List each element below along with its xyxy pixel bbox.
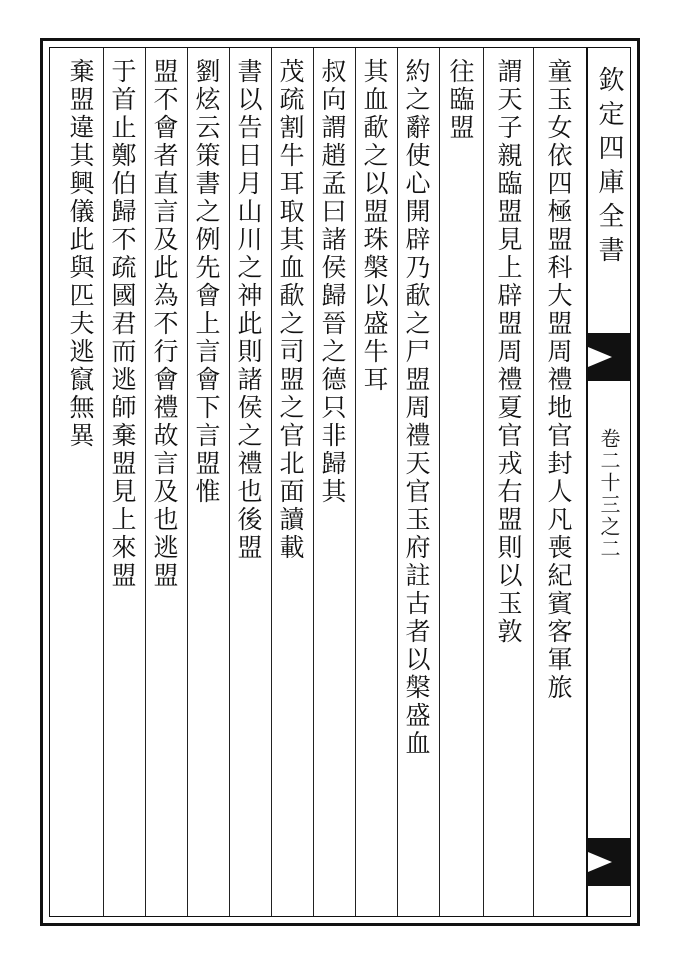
book-title: 欽定四庫全書 — [594, 66, 624, 270]
text-column: 茂疏割牛耳取其血歃之司盟之官北面讀載 — [276, 58, 305, 562]
text-column: 謂天子親臨盟見上辟盟周禮夏官戎右盟則以玉敦 — [494, 58, 523, 646]
text-column: 往臨盟 — [446, 58, 475, 142]
text-column: 叔向謂趙孟曰諸侯歸晉之德只非歸其 — [318, 58, 347, 506]
text-column: 其血歃之以盟珠槃以盛牛耳 — [360, 58, 389, 394]
book-page — [40, 38, 640, 926]
column-rule — [533, 48, 534, 916]
text-column: 盟不會者直言及此為不行會禮故言及也逃盟 — [150, 58, 179, 590]
text-column: 劉炫云策書之例先會上言會下言盟惟 — [192, 58, 221, 506]
page-margin-strip — [586, 48, 630, 916]
text-frame — [49, 47, 631, 917]
text-column: 約之辭使心開辟乃歃之尸盟周禮天官玉府註古者以槃盛血 — [402, 58, 431, 758]
text-column: 書以告日月山川之神此則諸侯之禮也後盟 — [234, 58, 263, 562]
fishtail-ornament-icon — [588, 333, 630, 381]
text-column: 童玉女依四極盟科大盟周禮地官封人凡喪紀賓客軍旅 — [544, 58, 573, 702]
volume-number: 卷二十三之二 — [597, 428, 621, 560]
text-column: 于首止鄭伯歸不疏國君而逃師棄盟見上來盟 — [108, 58, 137, 590]
fishtail-ornament-icon — [588, 838, 630, 886]
text-column: 棄盟違其興儀此與匹夫逃竄無異 — [66, 58, 95, 450]
